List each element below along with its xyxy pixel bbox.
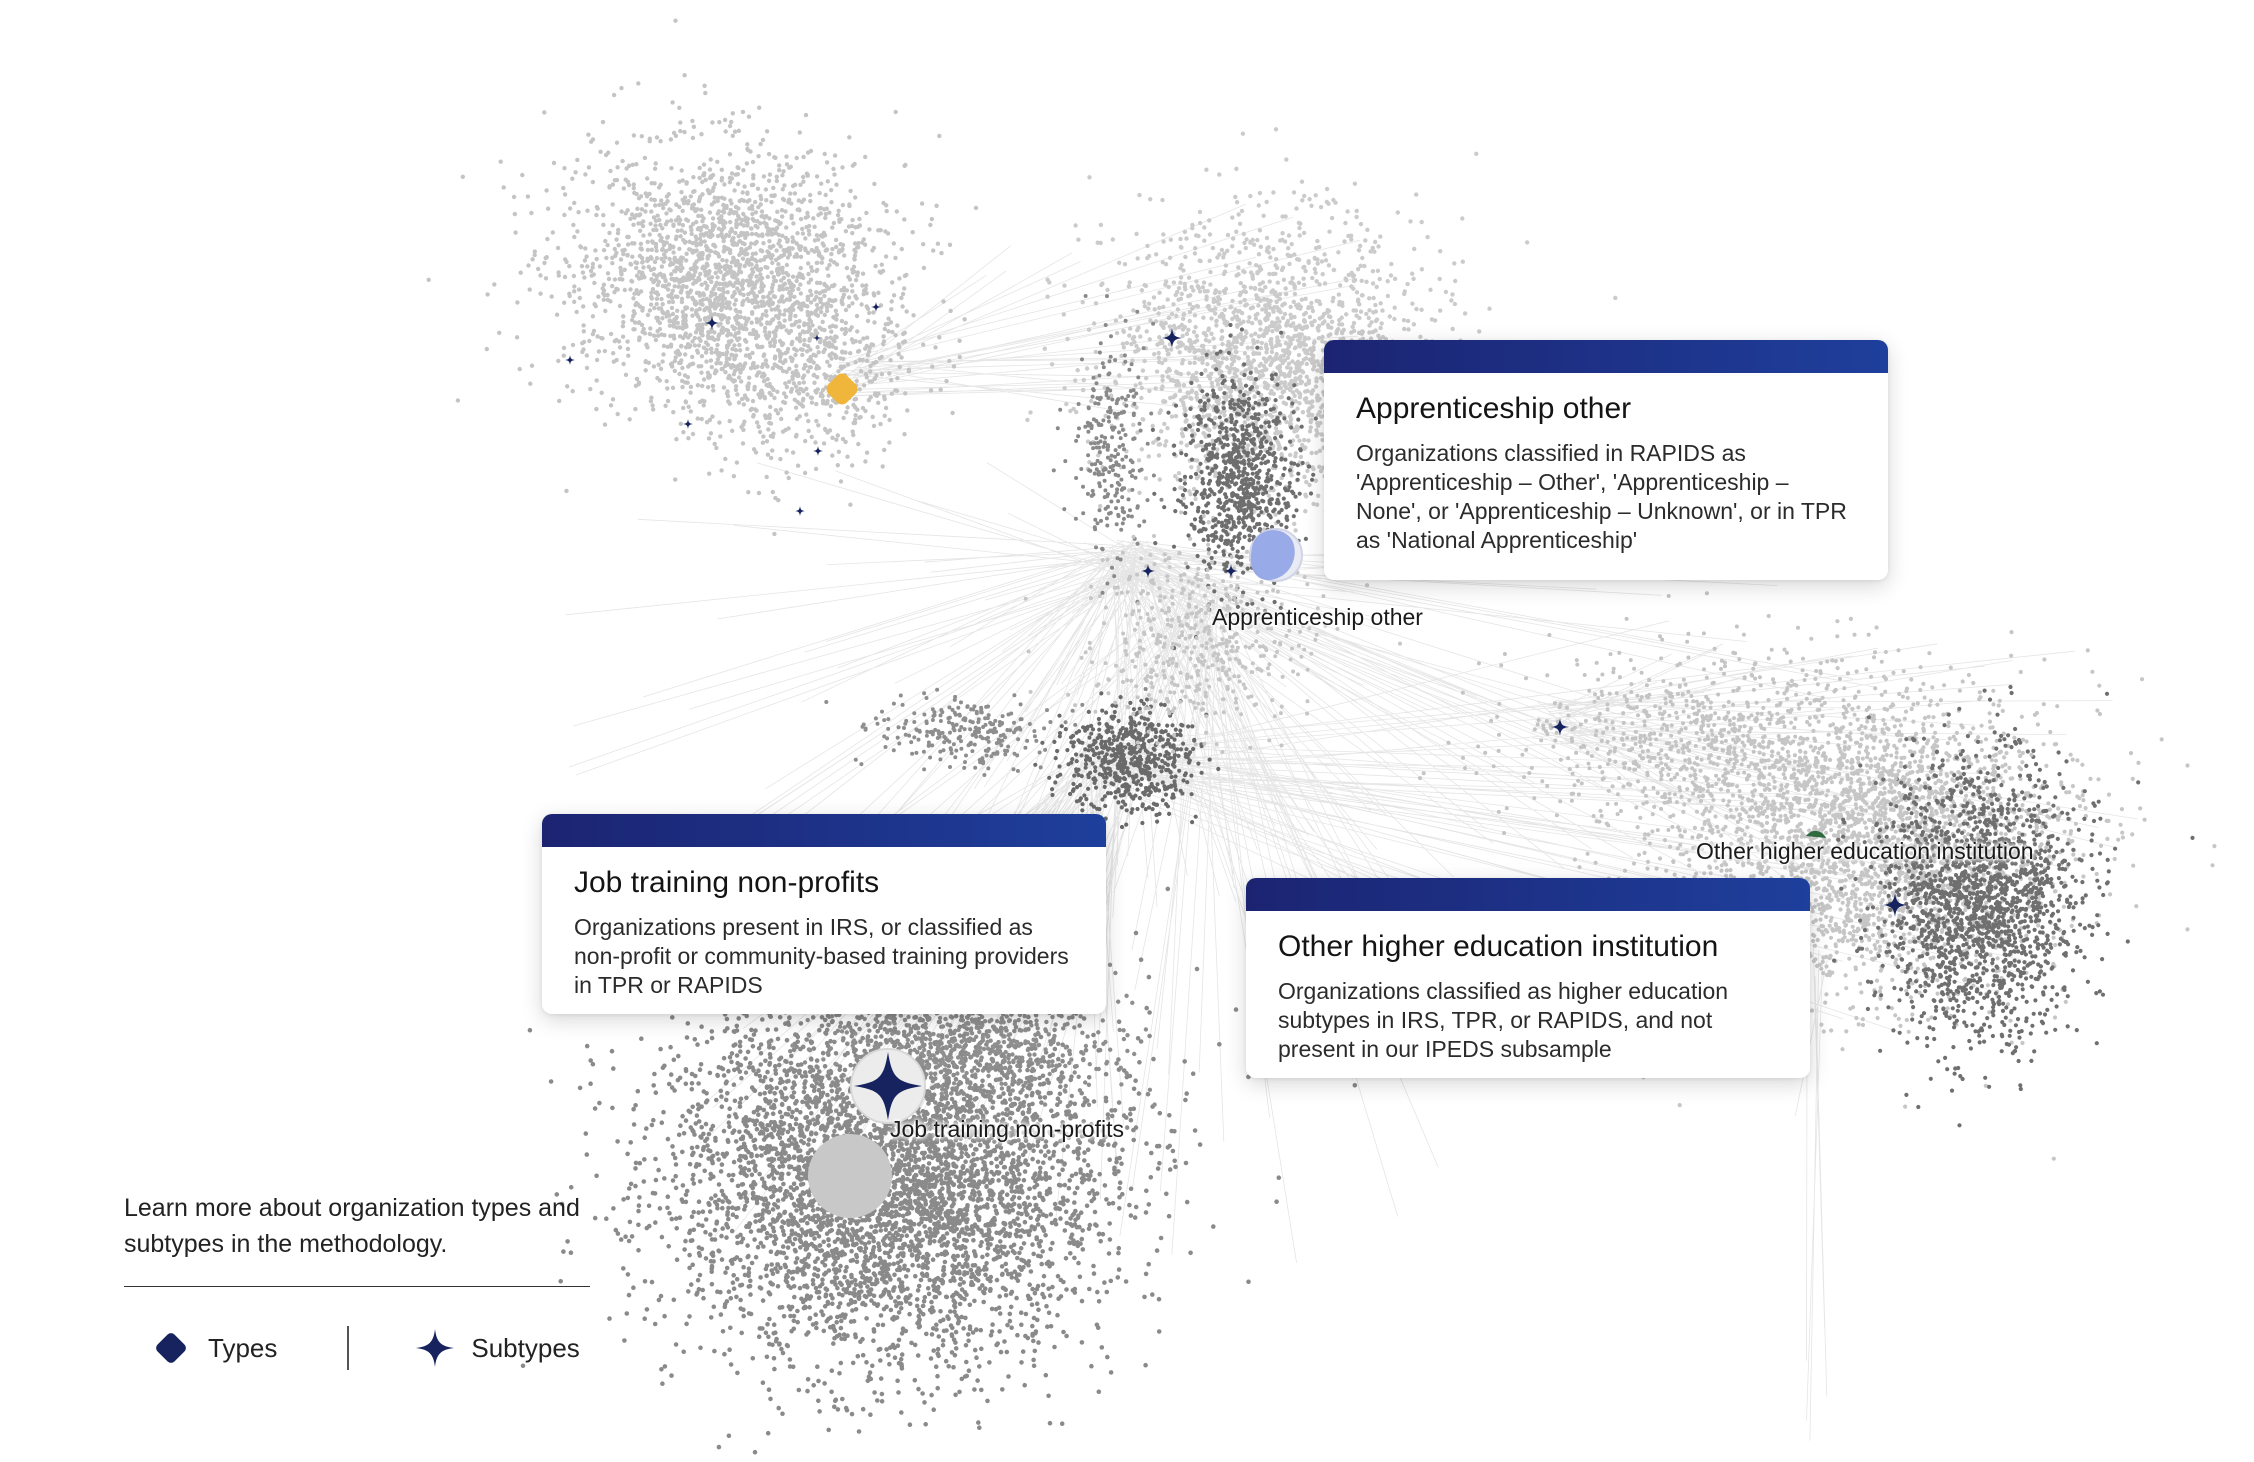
diamond-icon [150,1327,192,1369]
card-title: Apprenticeship other [1356,392,1632,425]
card-title: Other higher education institution [1278,930,1719,963]
node-label-higher-ed: Other higher education institution [1696,838,2034,864]
card-description: Organizations classified as higher education subtypes in IRS, TPR, or RAPIDS, and not present in our IPEDS subsample [1278,978,1729,1062]
legend-divider [124,1286,590,1287]
four-point-star-icon [415,1328,455,1368]
card-header-bar [542,814,1106,847]
card-header-bar [1324,340,1888,373]
subtype-star-11[interactable] [1883,893,1907,917]
tooltip-card-job-training [542,814,1106,1014]
legend-item-types [150,1327,277,1369]
legend-types-label: Types [208,1332,278,1363]
card-description: Organizations present in IRS, or classified as non-profit or community-based training providers in TPR or RAPIDS [574,914,1069,998]
type-node-job-training[interactable] [808,1134,892,1218]
legend-separator [347,1326,349,1370]
node-label-job-training: Job training non-profits [890,1116,1124,1142]
methodology-note[interactable]: Learn more about organization types and subtypes in the methodology. [124,1194,580,1258]
legend [150,1320,580,1376]
legend-item-subtypes [415,1328,579,1368]
tooltip-card-higher-ed [1246,878,1810,1078]
card-description: Organizations classified in RAPIDS as 'Apprenticeship – Other', 'Apprenticeship – None', or 'Apprenticeship – Unknown', or in TPR as 'National Apprenticeship' [1356,440,1847,553]
legend-subtypes-label: Subtypes [471,1332,580,1363]
node-label-apprenticeship: Apprenticeship other [1212,604,1423,630]
tooltip-card-apprenticeship [1324,340,1888,580]
subtype-star-1[interactable] [565,355,575,365]
node-cluster-0 [429,21,976,493]
subtype-star-6[interactable] [795,506,805,516]
node-cluster-4 [1054,296,1162,689]
graph-nodes [429,21,2215,1453]
subtype-star-5[interactable] [813,446,823,456]
card-title: Job training non-profits [574,866,880,899]
card-header-bar [1246,878,1810,911]
subtype-star-4[interactable] [683,419,693,429]
